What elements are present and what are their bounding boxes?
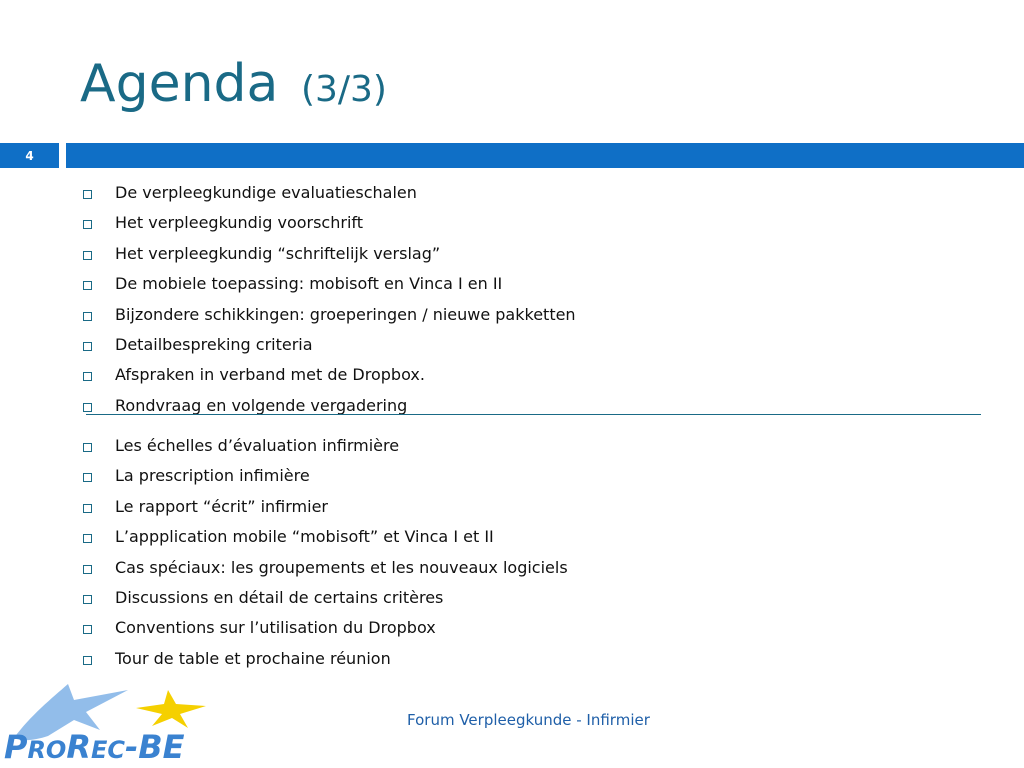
section-divider [86, 414, 981, 415]
agenda-list-dutch [80, 178, 576, 421]
list-item [80, 178, 576, 208]
list-item [80, 431, 568, 461]
list-item [80, 208, 576, 238]
slide-title-main: Agenda [80, 54, 279, 114]
square-bullet-icon [83, 656, 92, 665]
list-item-text: La prescription infimière [115, 466, 310, 486]
logo-letter: -BE [125, 728, 185, 766]
logo-letter: EC [90, 736, 125, 764]
list-item-text: L’appplication mobile “mobisoft” et Vinca I et II [115, 527, 494, 547]
list-item [80, 613, 568, 643]
prorec-logo-text [4, 728, 185, 766]
square-bullet-icon [83, 281, 92, 290]
footer-text: Forum Verpleegkunde - Infirmier [407, 711, 650, 729]
logo-letter: RO [27, 736, 67, 764]
list-item [80, 461, 568, 491]
square-bullet-icon [83, 251, 92, 260]
list-item [80, 269, 576, 299]
list-item [80, 583, 568, 613]
square-bullet-icon [83, 595, 92, 604]
list-item [80, 644, 568, 674]
list-item-text: Afspraken in verband met de Dropbox. [115, 365, 425, 385]
slide-title [80, 52, 387, 122]
square-bullet-icon [83, 220, 92, 229]
list-item [80, 522, 568, 552]
list-item-text: Le rapport “écrit” infirmier [115, 496, 328, 516]
square-bullet-icon [83, 625, 92, 634]
list-item [80, 239, 576, 269]
square-bullet-icon [83, 372, 92, 381]
logo-letter: R [66, 728, 91, 766]
list-item-text: Tour de table et prochaine réunion [115, 648, 391, 668]
logo-letter: P [4, 728, 28, 766]
square-bullet-icon [83, 534, 92, 543]
square-bullet-icon [83, 473, 92, 482]
square-bullet-icon [83, 565, 92, 574]
list-item-text: Het verpleegkundig “schriftelijk verslag” [115, 243, 441, 263]
list-item [80, 553, 568, 583]
square-bullet-icon [83, 312, 92, 321]
agenda-list-french [80, 431, 568, 674]
list-item [80, 360, 576, 390]
list-item [80, 300, 576, 330]
list-item [80, 330, 576, 360]
list-item-text: Les échelles d’évaluation infirmière [115, 436, 400, 455]
square-bullet-icon [83, 504, 92, 513]
list-item-text: Rondvraag en volgende vergadering [115, 395, 408, 415]
header-bar [66, 143, 1024, 168]
slide-number: 4 [0, 143, 59, 168]
yellow-star-icon [136, 690, 206, 728]
list-item-text: Het verpleegkundig voorschrift [115, 213, 364, 233]
square-bullet-icon [83, 443, 92, 452]
list-item-text: De verpleegkundige evaluatieschalen [115, 183, 417, 202]
square-bullet-icon [83, 403, 92, 412]
list-item-text: Bijzondere schikkingen: groeperingen / nieuwe pakketten [115, 304, 576, 324]
list-item-text: Discussions en détail de certains critères [115, 587, 444, 607]
list-item [80, 492, 568, 522]
list-item-text: Detailbespreking criteria [115, 334, 313, 354]
list-item-text: De mobiele toepassing: mobisoft en Vinca I en II [115, 274, 503, 294]
list-item-text: Cas spéciaux: les groupements et les nouveaux logiciels [115, 557, 568, 577]
list-item-text: Conventions sur l’utilisation du Dropbox [115, 618, 436, 638]
square-bullet-icon [83, 190, 92, 199]
square-bullet-icon [83, 342, 92, 351]
list-item [80, 391, 576, 421]
slide-title-suffix: (3/3) [300, 69, 387, 110]
